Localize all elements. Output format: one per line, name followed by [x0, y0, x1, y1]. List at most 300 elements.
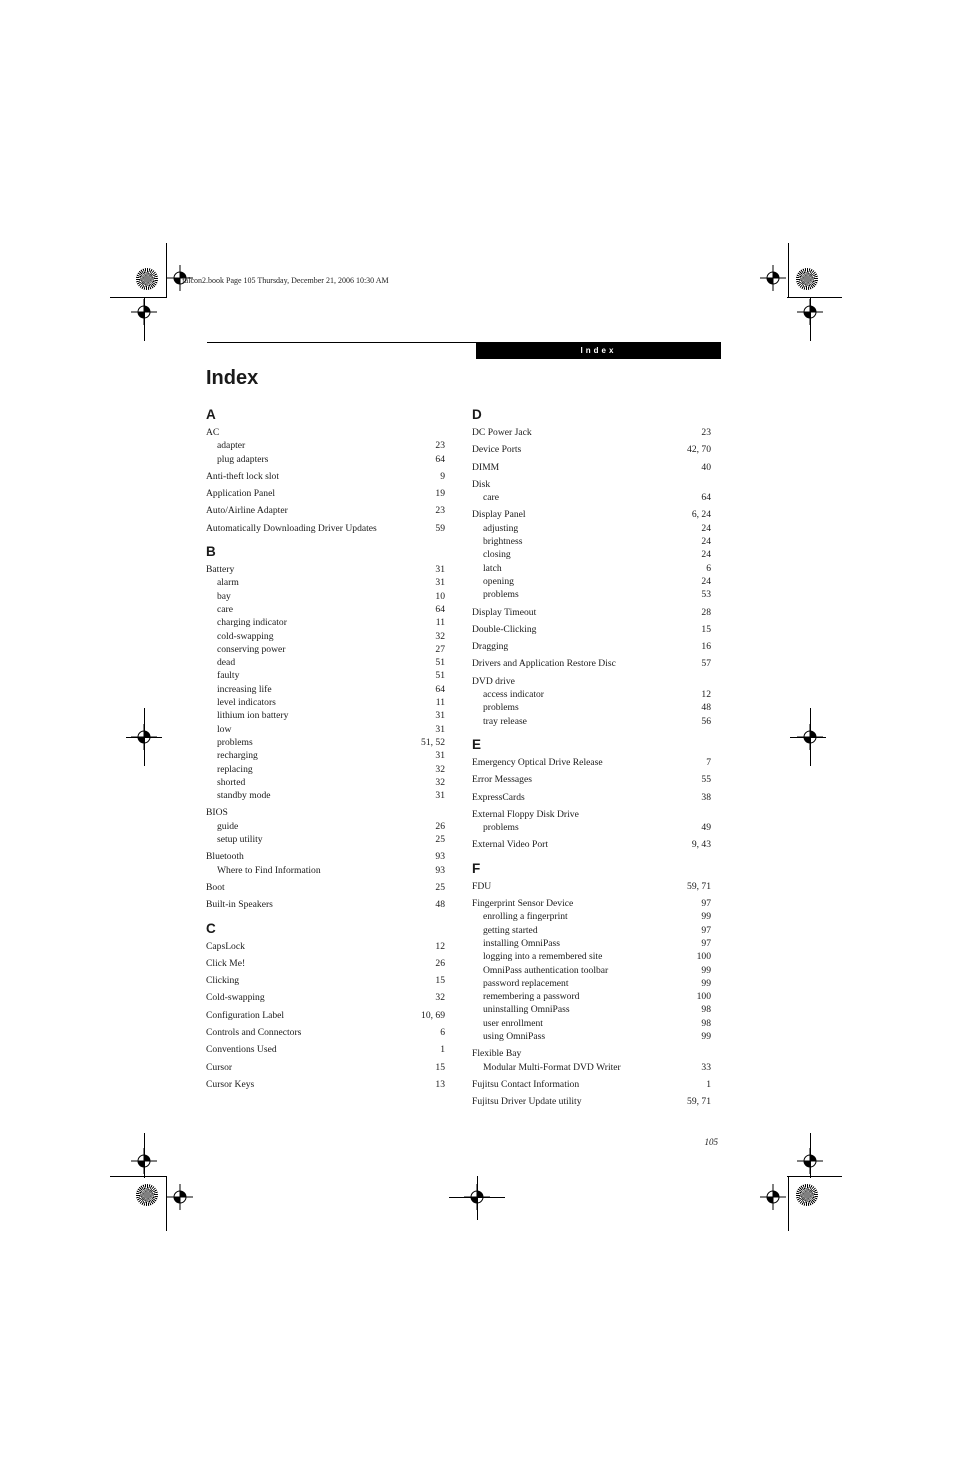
- index-term: opening: [483, 575, 514, 587]
- color-rosette-icon: [796, 268, 818, 290]
- index-term: guide: [217, 820, 239, 832]
- book-slug: falcon2.book Page 105 Thursday, December 21, 2006 10:30 AM: [182, 276, 389, 285]
- page-references: 25: [435, 834, 445, 846]
- page-references: 16: [701, 641, 711, 653]
- index-entry: [472, 508, 711, 601]
- index-entry-line: [472, 773, 711, 786]
- index-entry: [472, 897, 711, 1043]
- index-entry-line: [206, 522, 445, 535]
- index-subentry: [206, 439, 445, 452]
- page-references: 53: [701, 589, 711, 601]
- page-references: 12: [435, 940, 445, 952]
- index-term: Error Messages: [472, 774, 532, 786]
- index-entry-line: [206, 487, 445, 500]
- index-term: dead: [217, 657, 236, 669]
- index-entry-line: [472, 1078, 711, 1091]
- index-entry: [206, 470, 445, 483]
- index-column-right: [472, 406, 711, 1112]
- index-entry: [472, 1095, 711, 1108]
- index-entry: [472, 791, 711, 804]
- index-entry-line: [472, 640, 711, 653]
- page-references: 31: [435, 710, 445, 722]
- index-term: replacing: [217, 763, 253, 775]
- page-references: 25: [435, 881, 445, 893]
- index-entry: [206, 1026, 445, 1039]
- page-references: 64: [701, 492, 711, 504]
- page-references: 48: [435, 899, 445, 911]
- index-term: tray release: [483, 715, 527, 727]
- page-references: 31: [435, 564, 445, 576]
- page-references: 98: [701, 1004, 711, 1016]
- index-entry: [206, 806, 445, 846]
- index-entry: [472, 657, 711, 670]
- index-term: Dragging: [472, 641, 509, 653]
- index-term: Battery: [206, 564, 235, 576]
- index-entry: [206, 504, 445, 517]
- registration-mark-icon: [131, 1148, 157, 1174]
- index-term: logging into a remembered site: [483, 951, 603, 963]
- index-entry: [206, 850, 445, 877]
- index-term: installing OmniPass: [483, 937, 561, 949]
- page-references: 15: [435, 1061, 445, 1073]
- index-term: OmniPass authentication toolbar: [483, 964, 609, 976]
- page-references: 6: [706, 562, 711, 574]
- index-term: AC: [206, 427, 220, 438]
- index-entry: [472, 443, 711, 456]
- index-term: Display Panel: [472, 509, 526, 521]
- index-entry: [206, 881, 445, 894]
- page-references: 1: [706, 1078, 711, 1090]
- page-references: 99: [701, 911, 711, 923]
- page-references: 6: [440, 1026, 445, 1038]
- page-references: 7: [706, 756, 711, 768]
- index-entry-line: [472, 657, 711, 670]
- index-subentry: [472, 1017, 711, 1030]
- index-entry: [472, 606, 711, 619]
- registration-mark-icon: [464, 1184, 490, 1210]
- registration-mark-icon: [760, 265, 786, 291]
- page-references: 1: [440, 1044, 445, 1056]
- page-references: 23: [701, 427, 711, 438]
- page-references: 93: [435, 851, 445, 863]
- index-entry-line: [472, 838, 711, 851]
- index-entry: [472, 756, 711, 769]
- index-subentry: [472, 950, 711, 963]
- index-entry: [206, 898, 445, 911]
- index-term: remembering a password: [483, 991, 580, 1003]
- index-subentry: [206, 776, 445, 789]
- page-references: 93: [435, 864, 445, 876]
- index-subentry: [206, 763, 445, 776]
- page-references: 31: [435, 577, 445, 589]
- index-entry: [206, 940, 445, 953]
- index-term: Flexible Bay: [472, 1048, 522, 1060]
- index-entry-line: [472, 880, 711, 893]
- index-entry: [472, 838, 711, 851]
- page-references: 56: [701, 715, 711, 727]
- page-references: 15: [435, 975, 445, 987]
- index-subentry: [472, 535, 711, 548]
- index-entry-line: [206, 470, 445, 483]
- index-term: Where to Find Information: [217, 864, 321, 876]
- page-references: 98: [701, 1017, 711, 1029]
- page-references: 27: [435, 643, 445, 655]
- index-entry-line: [472, 791, 711, 804]
- index-term: care: [217, 603, 233, 615]
- index-entry-line: [206, 881, 445, 894]
- index-term: ExpressCards: [472, 791, 525, 803]
- index-term: uninstalling OmniPass: [483, 1004, 570, 1016]
- index-term: low: [217, 723, 232, 735]
- page-references: 99: [701, 977, 711, 989]
- page-references: 32: [435, 992, 445, 1004]
- index-term: setup utility: [217, 834, 263, 846]
- page-references: 23: [435, 440, 445, 452]
- index-term: recharging: [217, 750, 258, 762]
- page-references: 59, 71: [687, 1096, 711, 1108]
- index-term: CapsLock: [206, 940, 245, 952]
- page-references: 100: [696, 991, 711, 1003]
- index-term: problems: [483, 702, 519, 714]
- index-entry: [206, 974, 445, 987]
- index-entry: [206, 487, 445, 500]
- index-entry: [472, 1078, 711, 1091]
- index-entry-line: [206, 563, 445, 576]
- index-entry-line: [206, 806, 445, 819]
- page-references: 24: [701, 549, 711, 561]
- page-references: 26: [435, 820, 445, 832]
- index-entry-line: [206, 898, 445, 911]
- section-letter: F: [472, 860, 481, 876]
- section-letter: A: [206, 407, 216, 422]
- page-references: 31: [435, 750, 445, 762]
- index-term: problems: [483, 822, 519, 834]
- page-references: 10: [435, 590, 445, 602]
- page-references: 57: [701, 658, 711, 670]
- index-term: Cursor Keys: [206, 1078, 255, 1090]
- index-term: BIOS: [206, 807, 228, 819]
- index-term: Fujitsu Driver Update utility: [472, 1096, 582, 1108]
- index-term: Conventions Used: [206, 1044, 277, 1056]
- index-term: Application Panel: [206, 488, 276, 500]
- index-subentry: [472, 522, 711, 535]
- index-subentry: [472, 937, 711, 950]
- index-term: brightness: [483, 536, 523, 548]
- page-references: 32: [435, 630, 445, 642]
- index-term: access indicator: [483, 689, 544, 701]
- index-term: Bluetooth: [206, 851, 244, 863]
- index-term: Drivers and Application Restore Disc: [472, 658, 616, 670]
- index-term: Built-in Speakers: [206, 899, 273, 911]
- index-subentry: [472, 701, 711, 714]
- index-subentry: [472, 491, 711, 504]
- crop-line: [788, 243, 789, 298]
- page-references: 23: [435, 505, 445, 517]
- crop-line: [787, 1176, 842, 1177]
- page-references: 59, 71: [687, 880, 711, 892]
- index-subentry: [472, 924, 711, 937]
- page-references: 40: [701, 461, 711, 473]
- index-term: FDU: [472, 880, 492, 892]
- index-term: bay: [217, 590, 231, 602]
- index-entry-line: [472, 1047, 711, 1060]
- index-entry-line: [472, 443, 711, 456]
- index-subentry: [206, 789, 445, 802]
- page-references: 10, 69: [421, 1009, 445, 1021]
- index-entry-line: [472, 508, 711, 521]
- page-references: 15: [701, 623, 711, 635]
- section-letter: B: [206, 544, 216, 560]
- index-entry-line: [472, 1095, 711, 1108]
- page-references: 59: [435, 522, 445, 534]
- index-term: using OmniPass: [483, 1030, 546, 1042]
- index-subentry: [472, 821, 711, 834]
- section-letter: D: [472, 407, 482, 422]
- index-subentry: [472, 548, 711, 561]
- page-references: 51: [435, 670, 445, 682]
- page-references: 97: [701, 898, 711, 910]
- index-subentry: [472, 588, 711, 601]
- page-references: 24: [701, 575, 711, 587]
- index-term: faulty: [217, 670, 240, 682]
- page-references: 97: [701, 924, 711, 936]
- index-subentry: [472, 688, 711, 701]
- registration-mark-icon: [760, 1184, 786, 1210]
- page-references: 99: [701, 1030, 711, 1042]
- index-subentry: [206, 603, 445, 616]
- page-references: 24: [701, 522, 711, 534]
- page-references: 64: [435, 603, 445, 615]
- index-entry: [206, 426, 445, 466]
- index-entry: [472, 880, 711, 893]
- index-term: Configuration Label: [206, 1009, 285, 1021]
- page-number: 105: [704, 1137, 718, 1147]
- page-references: 28: [701, 606, 711, 618]
- page-references: 32: [435, 776, 445, 788]
- index-term: Cold-swapping: [206, 992, 265, 1004]
- page-references: 100: [696, 951, 711, 963]
- index-entry-line: [472, 606, 711, 619]
- index-term: Device Ports: [472, 444, 522, 456]
- index-term: cold-swapping: [217, 630, 274, 642]
- page-references: 51: [435, 657, 445, 669]
- page-references: 11: [435, 697, 445, 709]
- index-term: alarm: [217, 577, 239, 589]
- index-entry-line: [206, 940, 445, 953]
- index-subentry: [206, 669, 445, 682]
- index-subentry: [206, 723, 445, 736]
- page-references: 48: [701, 702, 711, 714]
- page-references: 24: [701, 536, 711, 548]
- index-subentry: [206, 590, 445, 603]
- index-term: External Floppy Disk Drive: [472, 808, 579, 820]
- index-entry-line: [206, 1026, 445, 1039]
- index-entry: [206, 991, 445, 1004]
- page-references: 55: [701, 774, 711, 786]
- index-subentry: [206, 616, 445, 629]
- index-entry: [472, 1047, 711, 1074]
- index-entry: [206, 522, 445, 535]
- index-term: Clicking: [206, 975, 240, 987]
- index-entry-line: [472, 808, 711, 821]
- index-subentry: [206, 576, 445, 589]
- index-term: External Video Port: [472, 839, 548, 851]
- crop-line: [787, 297, 842, 298]
- index-term: level indicators: [217, 697, 276, 709]
- index-entry-line: [472, 461, 711, 474]
- index-term: password replacement: [483, 977, 569, 989]
- page-references: 9, 43: [691, 839, 711, 851]
- index-subentry: [472, 562, 711, 575]
- index-subentry: [206, 749, 445, 762]
- index-entry: [206, 1009, 445, 1022]
- index-term: shorted: [217, 776, 246, 788]
- crop-line: [110, 297, 166, 298]
- index-entry-line: [206, 426, 445, 439]
- index-entry: [206, 1078, 445, 1091]
- index-term: Fingerprint Sensor Device: [472, 898, 574, 910]
- crop-line: [788, 1176, 789, 1231]
- index-entry: [206, 1043, 445, 1056]
- index-term: enrolling a fingerprint: [483, 911, 568, 923]
- registration-mark-icon: [797, 1148, 823, 1174]
- index-subentry: [472, 964, 711, 977]
- index-entry: [472, 640, 711, 653]
- index-term: user enrollment: [483, 1017, 543, 1029]
- page-references: 33: [701, 1061, 711, 1073]
- index-column-left: [206, 406, 445, 1095]
- index-subentry: [472, 910, 711, 923]
- index-entry-line: [472, 756, 711, 769]
- page-references: 38: [701, 791, 711, 803]
- index-term: closing: [483, 549, 511, 561]
- page-references: 19: [435, 488, 445, 500]
- index-entry-line: [472, 623, 711, 636]
- index-entry: [206, 957, 445, 970]
- index-term: adjusting: [483, 522, 519, 534]
- index-entry-line: [206, 1009, 445, 1022]
- color-rosette-icon: [136, 1184, 158, 1206]
- index-term: increasing life: [217, 683, 272, 695]
- index-subentry: [206, 864, 445, 877]
- page-references: 31: [435, 723, 445, 735]
- index-entry: [206, 1061, 445, 1074]
- index-term: Auto/Airline Adapter: [206, 505, 288, 517]
- page-references: 6, 24: [691, 509, 711, 521]
- index-entry: [472, 478, 711, 505]
- index-subentry: [206, 453, 445, 466]
- index-term: problems: [483, 589, 519, 601]
- index-entry-line: [206, 504, 445, 517]
- header-rule: [207, 342, 477, 343]
- index-term: Click Me!: [206, 957, 246, 969]
- index-subentry: [206, 643, 445, 656]
- index-term: charging indicator: [217, 617, 287, 629]
- index-term: DIMM: [472, 461, 500, 473]
- index-subentry: [472, 1003, 711, 1016]
- index-term: Double-Clicking: [472, 623, 537, 635]
- page-references: 99: [701, 964, 711, 976]
- page-references: 97: [701, 937, 711, 949]
- index-term: Automatically Downloading Driver Updates: [206, 522, 377, 534]
- index-subentry: [472, 990, 711, 1003]
- section-letter: C: [206, 920, 216, 936]
- crop-line: [110, 1176, 166, 1177]
- index-entry: [472, 675, 711, 728]
- index-entry-line: [206, 974, 445, 987]
- index-subentry: [206, 696, 445, 709]
- index-term: Emergency Optical Drive Release: [472, 756, 603, 768]
- registration-mark-icon: [131, 299, 157, 325]
- page-references: 9: [440, 470, 445, 482]
- page-references: 49: [701, 822, 711, 834]
- index-term: plug adapters: [217, 453, 269, 465]
- index-entry-line: [206, 1061, 445, 1074]
- page-references: 13: [435, 1078, 445, 1090]
- registration-mark-icon: [131, 724, 157, 750]
- index-entry-line: [206, 957, 445, 970]
- index-subentry: [206, 630, 445, 643]
- color-rosette-icon: [796, 1184, 818, 1206]
- index-entry-line: [472, 478, 711, 491]
- index-subentry: [472, 715, 711, 728]
- index-term: getting started: [483, 924, 538, 936]
- index-subentry: [472, 1061, 711, 1074]
- index-subentry: [206, 656, 445, 669]
- index-subentry: [206, 820, 445, 833]
- index-term: DVD drive: [472, 675, 515, 687]
- running-header: Index: [476, 342, 721, 359]
- index-term: Controls and Connectors: [206, 1026, 302, 1038]
- index-term: problems: [217, 736, 253, 748]
- index-entry-line: [206, 991, 445, 1004]
- index-entry-line: [206, 1078, 445, 1091]
- index-entry-line: [472, 897, 711, 910]
- registration-mark-icon: [797, 299, 823, 325]
- page-references: 42, 70: [687, 444, 711, 456]
- index-subentry: [472, 1030, 711, 1043]
- registration-mark-icon: [167, 1184, 193, 1210]
- index-entry-line: [206, 1043, 445, 1056]
- index-term: care: [483, 492, 499, 504]
- index-subentry: [206, 736, 445, 749]
- index-term: adapter: [217, 440, 246, 452]
- page-references: 12: [701, 689, 711, 701]
- index-entry-line: [472, 426, 711, 439]
- page-references: 64: [435, 683, 445, 695]
- index-term: Modular Multi-Format DVD Writer: [483, 1061, 621, 1073]
- index-term: Display Timeout: [472, 606, 537, 618]
- index-term: conserving power: [217, 643, 286, 655]
- index-term: latch: [483, 562, 502, 574]
- index-subentry: [206, 833, 445, 846]
- index-term: DC Power Jack: [472, 427, 532, 438]
- index-entry-line: [472, 675, 711, 688]
- index-term: lithium ion battery: [217, 710, 289, 722]
- index-entry: [472, 461, 711, 474]
- page-references: 31: [435, 790, 445, 802]
- index-subentry: [206, 683, 445, 696]
- index-entry: [472, 623, 711, 636]
- index-subentry: [472, 977, 711, 990]
- index-term: Disk: [472, 478, 491, 490]
- index-term: Fujitsu Contact Information: [472, 1078, 580, 1090]
- page-references: 64: [435, 453, 445, 465]
- index-subentry: [206, 709, 445, 722]
- index-subentry: [472, 575, 711, 588]
- registration-mark-icon: [797, 724, 823, 750]
- page-references: 51, 52: [421, 736, 445, 748]
